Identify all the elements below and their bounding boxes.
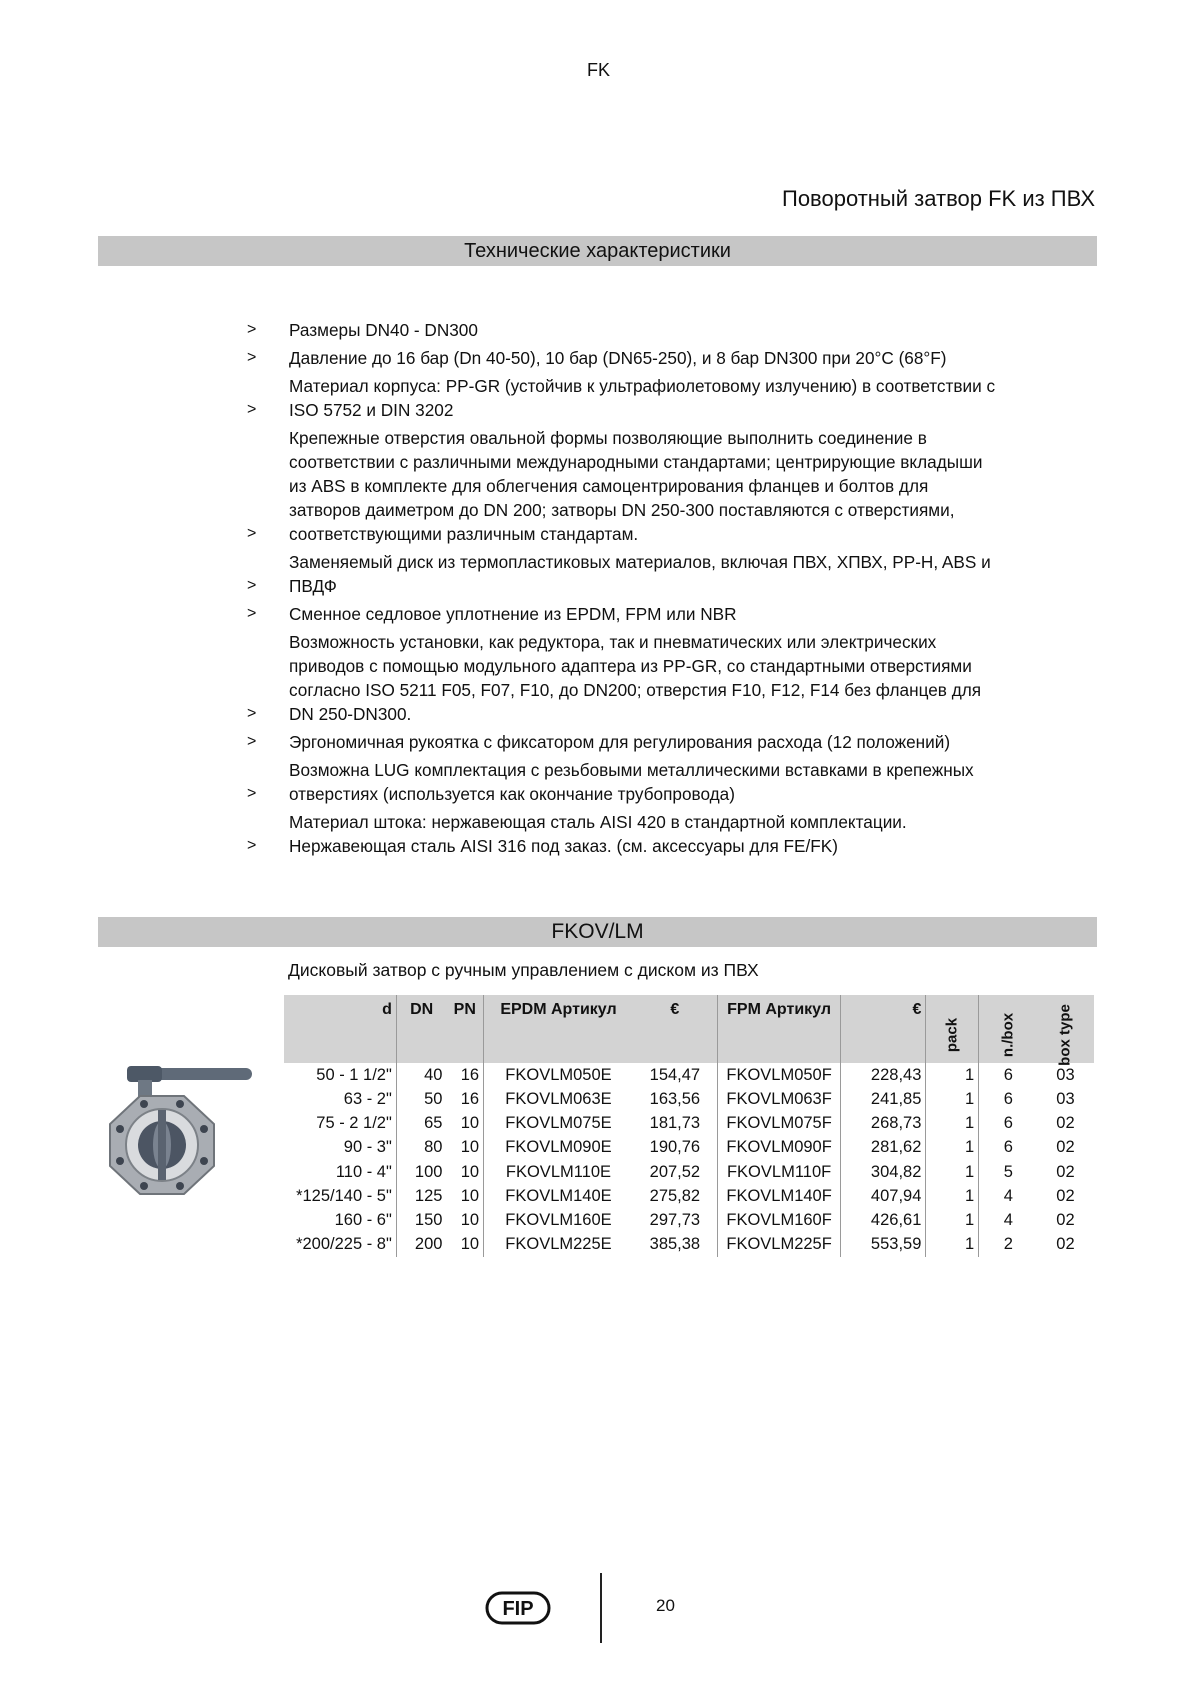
- feature-text-line: Размеры DN40 - DN300: [289, 320, 478, 340]
- col-header-fpm-code: FPM Артикул: [717, 995, 840, 1063]
- feature-text-line: Возможна LUG комплектация с резьбовыми металлическими вставками в крепежных: [289, 760, 974, 780]
- cell-fpm-price: 407,94: [841, 1184, 926, 1208]
- feature-text-line: Материал штока: нержавеющая сталь AISI 420 в стандартной комплектации.: [289, 812, 907, 832]
- feature-item: [245, 730, 1095, 754]
- butterfly-valve-image: [92, 1058, 262, 1206]
- feature-item: [245, 602, 1095, 626]
- cell-fpm-code: FKOVLM090F: [717, 1136, 840, 1160]
- cell-pn: 10: [446, 1136, 483, 1160]
- cell-epdm-code: FKOVLM225E: [505, 1235, 612, 1254]
- bullet-marker: >: [247, 837, 257, 854]
- col-header-boxtype-label: box type: [1056, 1004, 1074, 1066]
- feature-item: [245, 374, 1095, 422]
- cell-d: 50 - 1 1/2": [284, 1063, 396, 1087]
- header-code: FK: [586, 60, 610, 80]
- cell-epdm-price: 207,52: [633, 1160, 718, 1184]
- cell-boxtype: 02: [1056, 1186, 1075, 1205]
- feature-text-line: Сменное седловое уплотнение из EPDM, FPM или NBR: [289, 604, 737, 624]
- section-heading-model: [98, 917, 1097, 947]
- table-row: [284, 1063, 1094, 1087]
- cell-d: 160 - 6": [284, 1209, 396, 1233]
- cell-epdm-price: 275,82: [633, 1184, 718, 1208]
- cell-epdm-price: 297,73: [633, 1209, 718, 1233]
- table-row: [284, 1184, 1094, 1208]
- table-header-row: [284, 995, 1094, 1063]
- cell-epdm-price: 190,76: [633, 1136, 718, 1160]
- cell-epdm-price: 163,56: [633, 1087, 718, 1111]
- cell-fpm-price: 281,62: [841, 1136, 926, 1160]
- section-heading-specs-label: Технические характеристики: [464, 239, 731, 262]
- cell-nbox: 6: [1003, 1065, 1013, 1084]
- document-title: Поворотный затвор FK из ПВХ: [782, 186, 1095, 211]
- cell-dn: 150: [414, 1211, 443, 1230]
- bullet-marker: >: [247, 349, 257, 366]
- table-row: [284, 1160, 1094, 1184]
- cell-d: 75 - 2 1/2": [284, 1112, 396, 1136]
- col-header-fpm-price: €: [841, 995, 926, 1063]
- cell-fpm-code: FKOVLM075F: [717, 1112, 840, 1136]
- bullet-marker: >: [247, 605, 257, 622]
- cell-fpm-price: 426,61: [841, 1209, 926, 1233]
- cell-dn: 40: [424, 1065, 443, 1084]
- cell-epdm-price: 385,38: [633, 1233, 718, 1257]
- feature-text-line: Материал корпуса: PP-GR (устойчив к ультрафиолетовому излучению) в соответствии с: [289, 376, 996, 396]
- cell-fpm-price: 304,82: [841, 1160, 926, 1184]
- cell-pn: 16: [446, 1063, 483, 1087]
- cell-pack: 1: [926, 1112, 979, 1136]
- cell-pack: 1: [926, 1160, 979, 1184]
- feature-text-line: из ABS в комплекте для облегчения самоцентрирования фланцев и болтов для: [289, 476, 929, 496]
- cell-epdm-code: FKOVLM090E: [505, 1138, 612, 1157]
- col-header-pack-label: pack: [943, 1017, 961, 1053]
- cell-boxtype: 02: [1056, 1162, 1075, 1181]
- cell-fpm-code: FKOVLM063F: [717, 1087, 840, 1111]
- feature-text-line: ISO 5752 и DIN 3202: [289, 400, 454, 420]
- page-number: 20: [656, 1596, 675, 1615]
- feature-text-line: Давление до 16 бар (Dn 40-50), 10 бар (DN65-250), и 8 бар DN300 при 20°C (68°F): [289, 348, 947, 368]
- cell-dn: 125: [414, 1186, 443, 1205]
- cell-pack: 1: [926, 1063, 979, 1087]
- cell-boxtype: 02: [1056, 1138, 1075, 1157]
- feature-text-line: DN 250-DN300.: [289, 704, 412, 724]
- cell-d: 90 - 3": [284, 1136, 396, 1160]
- cell-fpm-code: FKOVLM160F: [717, 1209, 840, 1233]
- bullet-marker: >: [247, 705, 257, 722]
- cell-pn: 10: [446, 1112, 483, 1136]
- feature-item: [245, 346, 1095, 370]
- cell-nbox: 6: [1003, 1138, 1013, 1157]
- bullet-marker: >: [247, 321, 257, 338]
- feature-text-line: отверстиях (используется как окончание трубопровода): [289, 784, 735, 804]
- table-row: [284, 1233, 1094, 1257]
- feature-item: [245, 318, 1095, 342]
- cell-epdm-code: FKOVLM110E: [505, 1162, 612, 1181]
- cell-pn: 16: [446, 1087, 483, 1111]
- cell-pn: 10: [446, 1209, 483, 1233]
- cell-boxtype: 03: [1056, 1089, 1075, 1108]
- cell-d: *200/225 - 8": [284, 1233, 396, 1257]
- col-header-epdm-code: EPDM Артикул: [500, 1001, 617, 1018]
- feature-text-line: Заменяемый диск из термопластиковых материалов, включая ПВХ, ХПВХ, PP-H, ABS и: [289, 552, 991, 572]
- cell-pn: 10: [446, 1233, 483, 1257]
- cell-nbox: 4: [1003, 1186, 1013, 1205]
- section-heading-specs: [98, 236, 1097, 266]
- cell-epdm-price: 181,73: [633, 1112, 718, 1136]
- model-subtitle: Дисковый затвор с ручным управлением с диском из ПВХ: [288, 960, 759, 980]
- cell-pn: 10: [446, 1184, 483, 1208]
- fip-logo: [485, 1590, 551, 1631]
- bullet-marker: >: [247, 785, 257, 802]
- table-row: [284, 1112, 1094, 1136]
- cell-pack: 1: [926, 1184, 979, 1208]
- cell-nbox: 6: [1003, 1114, 1013, 1133]
- cell-boxtype: 02: [1056, 1114, 1075, 1133]
- cell-fpm-code: FKOVLM225F: [717, 1233, 840, 1257]
- cell-epdm-code: FKOVLM063E: [505, 1089, 612, 1108]
- feature-item: [245, 630, 1095, 726]
- cell-fpm-price: 241,85: [841, 1087, 926, 1111]
- cell-pack: 1: [926, 1136, 979, 1160]
- feature-item: [245, 426, 1095, 546]
- col-header-nbox-label: n./box: [999, 1012, 1017, 1058]
- cell-nbox: 4: [1003, 1211, 1013, 1230]
- cell-epdm-price: 154,47: [633, 1063, 718, 1087]
- feature-text-line: Возможность установки, как редуктора, так и пневматических или электрических: [289, 632, 937, 652]
- cell-dn: 50: [424, 1089, 443, 1108]
- bullet-marker: >: [247, 577, 257, 594]
- feature-text-line: соответствующими различным стандартам.: [289, 524, 639, 544]
- feature-item: [245, 810, 1095, 858]
- cell-boxtype: 02: [1056, 1235, 1075, 1254]
- col-header-pack: [926, 995, 979, 1063]
- col-header-dn: DN: [410, 1001, 434, 1018]
- cell-fpm-code: FKOVLM110F: [717, 1160, 840, 1184]
- section-heading-model-label: FKOV/LM: [551, 920, 644, 943]
- cell-fpm-price: 553,59: [841, 1233, 926, 1257]
- table-row: [284, 1136, 1094, 1160]
- col-header-d: d: [284, 995, 396, 1063]
- cell-d: *125/140 - 5": [284, 1184, 396, 1208]
- cell-pack: 1: [926, 1087, 979, 1111]
- feature-text-line: ПВДФ: [289, 576, 337, 596]
- col-header-nbox: [979, 995, 1038, 1063]
- cell-nbox: 2: [1003, 1235, 1013, 1254]
- feature-text-line: приводов с помощью модульного адаптера из PP-GR, со стандартными отверстиями: [289, 656, 972, 676]
- table-row: [284, 1087, 1094, 1111]
- cell-epdm-code: FKOVLM050E: [505, 1065, 612, 1084]
- feature-item: [245, 758, 1095, 806]
- cell-fpm-code: FKOVLM050F: [717, 1063, 840, 1087]
- col-header-epdm-price: €: [633, 995, 718, 1063]
- col-header-boxtype: [1037, 995, 1093, 1066]
- cell-d: 63 - 2": [284, 1087, 396, 1111]
- footer-divider: [600, 1573, 602, 1643]
- cell-d: 110 - 4": [284, 1160, 396, 1184]
- cell-fpm-code: FKOVLM140F: [717, 1184, 840, 1208]
- feature-text-line: затворов даиметром до DN 200; затворы DN 250-300 поставляются с отверстиями,: [289, 500, 955, 520]
- cell-dn: 65: [424, 1114, 443, 1133]
- cell-dn: 100: [414, 1162, 443, 1181]
- svg-text:FIP: FIP: [502, 1598, 534, 1620]
- feature-item: [245, 550, 1095, 598]
- cell-fpm-price: 228,43: [841, 1063, 926, 1087]
- cell-nbox: 5: [1003, 1162, 1013, 1181]
- bullet-marker: >: [247, 401, 257, 418]
- bullet-marker: >: [247, 733, 257, 750]
- feature-text-line: Нержавеющая сталь AISI 316 под заказ. (см. аксессуары для FE/FK): [289, 836, 838, 856]
- cell-nbox: 6: [1003, 1089, 1013, 1108]
- cell-dn: 200: [414, 1235, 443, 1254]
- cell-pack: 1: [926, 1209, 979, 1233]
- cell-pn: 10: [446, 1160, 483, 1184]
- feature-text-line: соответствии с различными международными стандартами; центрирующие вкладыши: [289, 452, 983, 472]
- product-table: [284, 995, 1094, 1257]
- cell-dn: 80: [424, 1138, 443, 1157]
- cell-epdm-code: FKOVLM075E: [505, 1114, 612, 1133]
- cell-pack: 1: [926, 1233, 979, 1257]
- cell-epdm-code: FKOVLM140E: [505, 1186, 612, 1205]
- cell-boxtype: 03: [1056, 1065, 1075, 1084]
- table-row: [284, 1209, 1094, 1233]
- feature-text-line: Крепежные отверстия овальной формы позволяющие выполнить соединение в: [289, 428, 927, 448]
- feature-text-line: Эргономичная рукоятка с фиксатором для регулирования расхода (12 положений): [289, 732, 951, 752]
- feature-list: [245, 318, 1095, 862]
- cell-epdm-code: FKOVLM160E: [505, 1211, 612, 1230]
- feature-text-line: согласно ISO 5211 F05, F07, F10, до DN200; отверстия F10, F12, F14 без фланцев для: [289, 680, 982, 700]
- col-header-pn: PN: [446, 995, 483, 1063]
- table-body: [284, 1063, 1094, 1257]
- cell-fpm-price: 268,73: [841, 1112, 926, 1136]
- bullet-marker: >: [247, 525, 257, 542]
- cell-boxtype: 02: [1056, 1211, 1075, 1230]
